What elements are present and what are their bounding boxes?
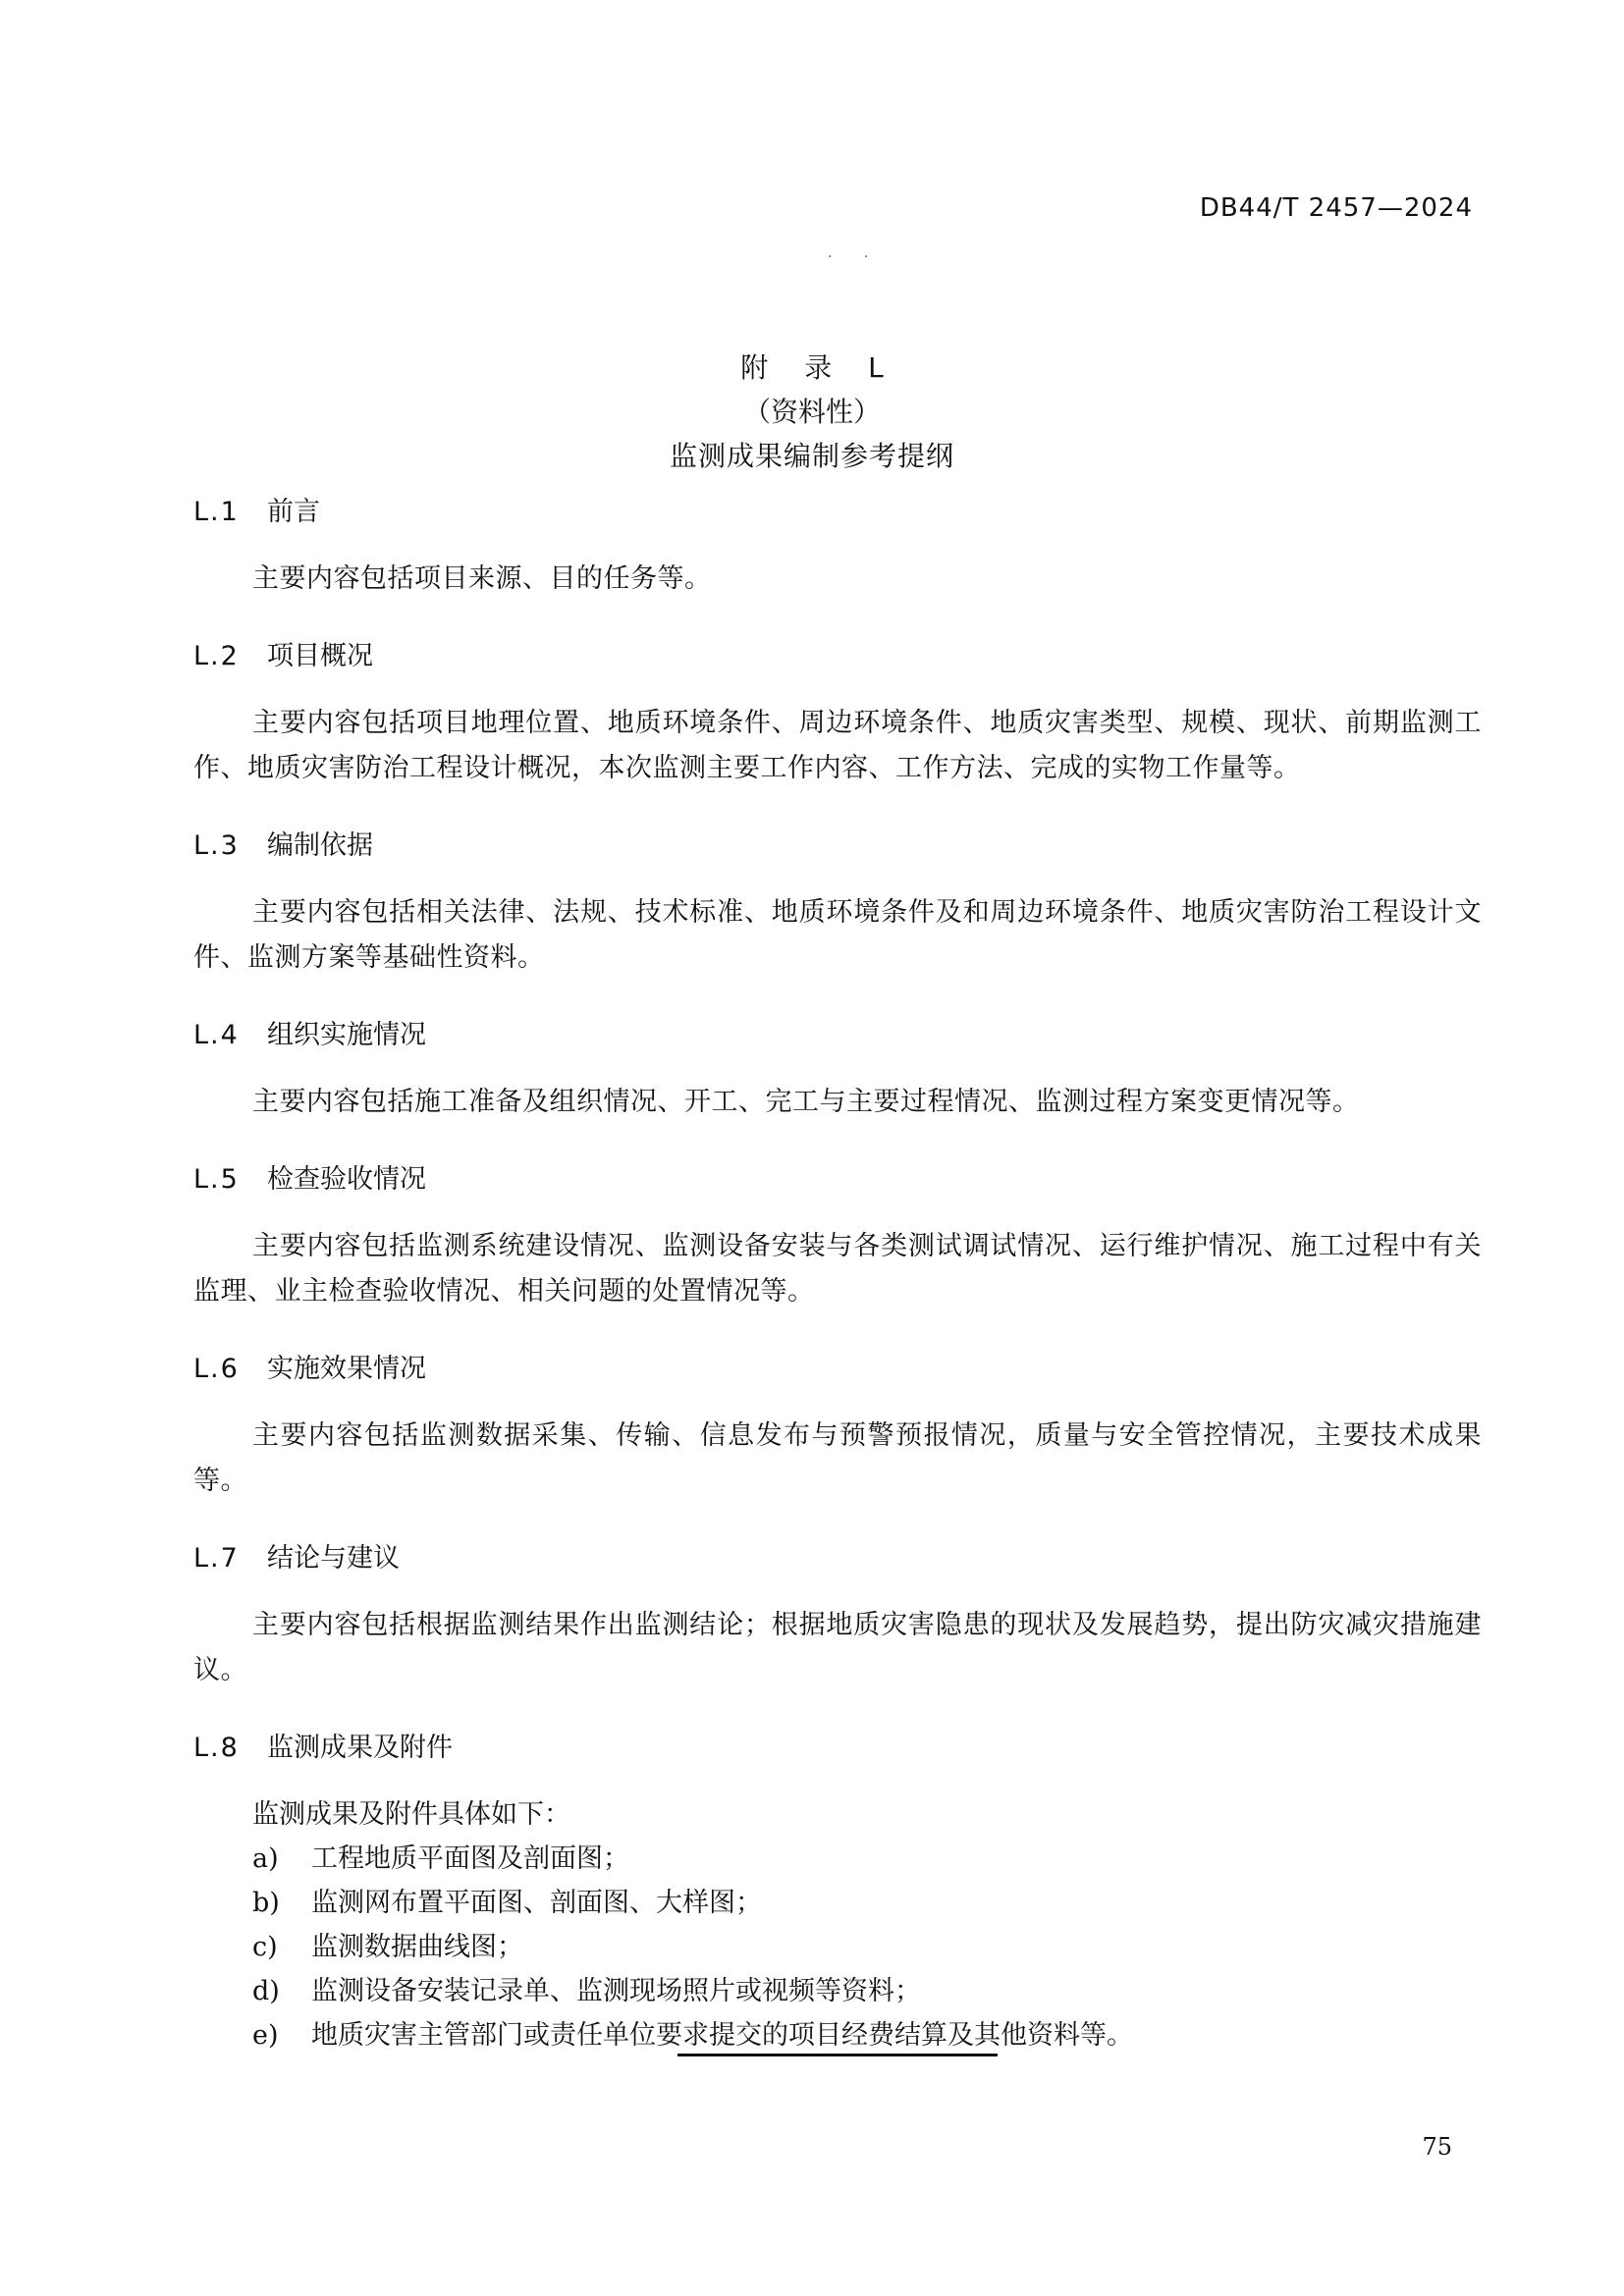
list-item [193,1969,1482,2013]
list-item-text: 监测设备安装记录单、监测现场照片或视频等资料； [311,1976,921,2006]
section-heading [193,1729,1482,1768]
section-number: L.2 [193,641,240,671]
list-item [193,1925,1482,1969]
section-title: 编制依据 [267,830,373,861]
section-paragraph: 主要内容包括监测数据采集、传输、信息发布与预警预报情况，质量与安全管控情况，主要技术成果等。 [193,1420,1482,1496]
section-l5 [193,1160,1482,1314]
section-l3 [193,827,1482,981]
section-title: 组织实施情况 [267,1020,426,1050]
section-title: 前言 [267,497,320,527]
list-item-text: 监测网布置平面图、剖面图、大样图； [311,1888,762,1918]
section-paragraph: 主要内容包括项目地理位置、地质环境条件、周边环境条件、地质灾害类型、规模、现状、前期监测工作、地质灾害防治工程设计概况，本次监测主要工作内容、工作方法、完成的实物工作量等。 [193,708,1482,783]
section-heading [193,637,1482,676]
section-heading [193,1016,1482,1055]
section-paragraph: 主要内容包括相关法律、法规、技术标准、地质环境条件及和周边环境条件、地质灾害防治工程设计文件、监测方案等基础性资料。 [193,897,1482,973]
attachment-list [193,1837,1482,2057]
list-item-text: 监测数据曲线图； [311,1932,523,1962]
section-l1 [193,493,1482,602]
list-intro: 监测成果及附件具体如下： [252,1799,570,1830]
appendix-label: 附 录 L [740,351,897,384]
list-item [193,2013,1482,2057]
appendix-heading [0,346,1624,478]
list-item-text: 地质灾害主管部门或责任单位要求提交的项目经费结算及其他资料等。 [311,2020,1133,2051]
section-number: L.8 [193,1733,240,1763]
list-marker: d) [252,1976,280,2006]
section-title: 监测成果及附件 [267,1733,453,1763]
section-l6 [193,1350,1482,1504]
section-number: L.7 [193,1543,240,1574]
section-title: 实施效果情况 [267,1354,426,1384]
list-marker: c) [252,1932,278,1962]
section-heading [193,493,1482,532]
section-l8 [193,1729,1482,2057]
appendix-title: 监测成果编制参考提纲 [669,440,954,472]
section-heading [193,1539,1482,1578]
list-item [193,1881,1482,1925]
appendix-nature: （资料性） [742,396,881,428]
section-number: L.3 [193,830,240,861]
section-number: L.5 [193,1164,240,1195]
section-heading [193,827,1482,866]
section-l7 [193,1539,1482,1693]
page-number: 75 [1422,2133,1452,2161]
section-paragraph: 主要内容包括项目来源、目的任务等。 [252,563,712,594]
section-heading [193,1350,1482,1389]
section-heading [193,1160,1482,1200]
section-title: 项目概况 [267,641,373,671]
document-body [193,493,1482,2057]
section-number: L.6 [193,1354,240,1384]
section-paragraph: 主要内容包括监测系统建设情况、监测设备安装与各类测试调试情况、运行维护情况、施工过程中有关监理、业主检查验收情况、相关问题的处置情况等。 [193,1231,1482,1307]
section-title: 检查验收情况 [267,1164,426,1195]
section-number: L.4 [193,1020,240,1050]
section-l2 [193,637,1482,791]
section-paragraph: 主要内容包括根据监测结果作出监测结论；根据地质灾害隐患的现状及发展趋势，提出防灾减灾措施建议。 [193,1610,1482,1685]
decorative-dots: · · [828,249,883,265]
section-paragraph: 主要内容包括施工准备及组织情况、开工、完工与主要过程情况、监测过程方案变更情况等。 [252,1087,1360,1117]
section-number: L.1 [193,497,240,527]
list-item [193,1837,1482,1881]
document-code: DB44/T 2457—2024 [1199,193,1473,223]
list-marker: b) [252,1888,280,1918]
list-item-text: 工程地质平面图及剖面图； [311,1843,629,1874]
list-marker: e) [252,2020,279,2051]
end-of-document-rule [677,2054,998,2056]
list-marker: a) [252,1843,279,1874]
section-title: 结论与建议 [267,1543,400,1574]
section-l4 [193,1016,1482,1125]
